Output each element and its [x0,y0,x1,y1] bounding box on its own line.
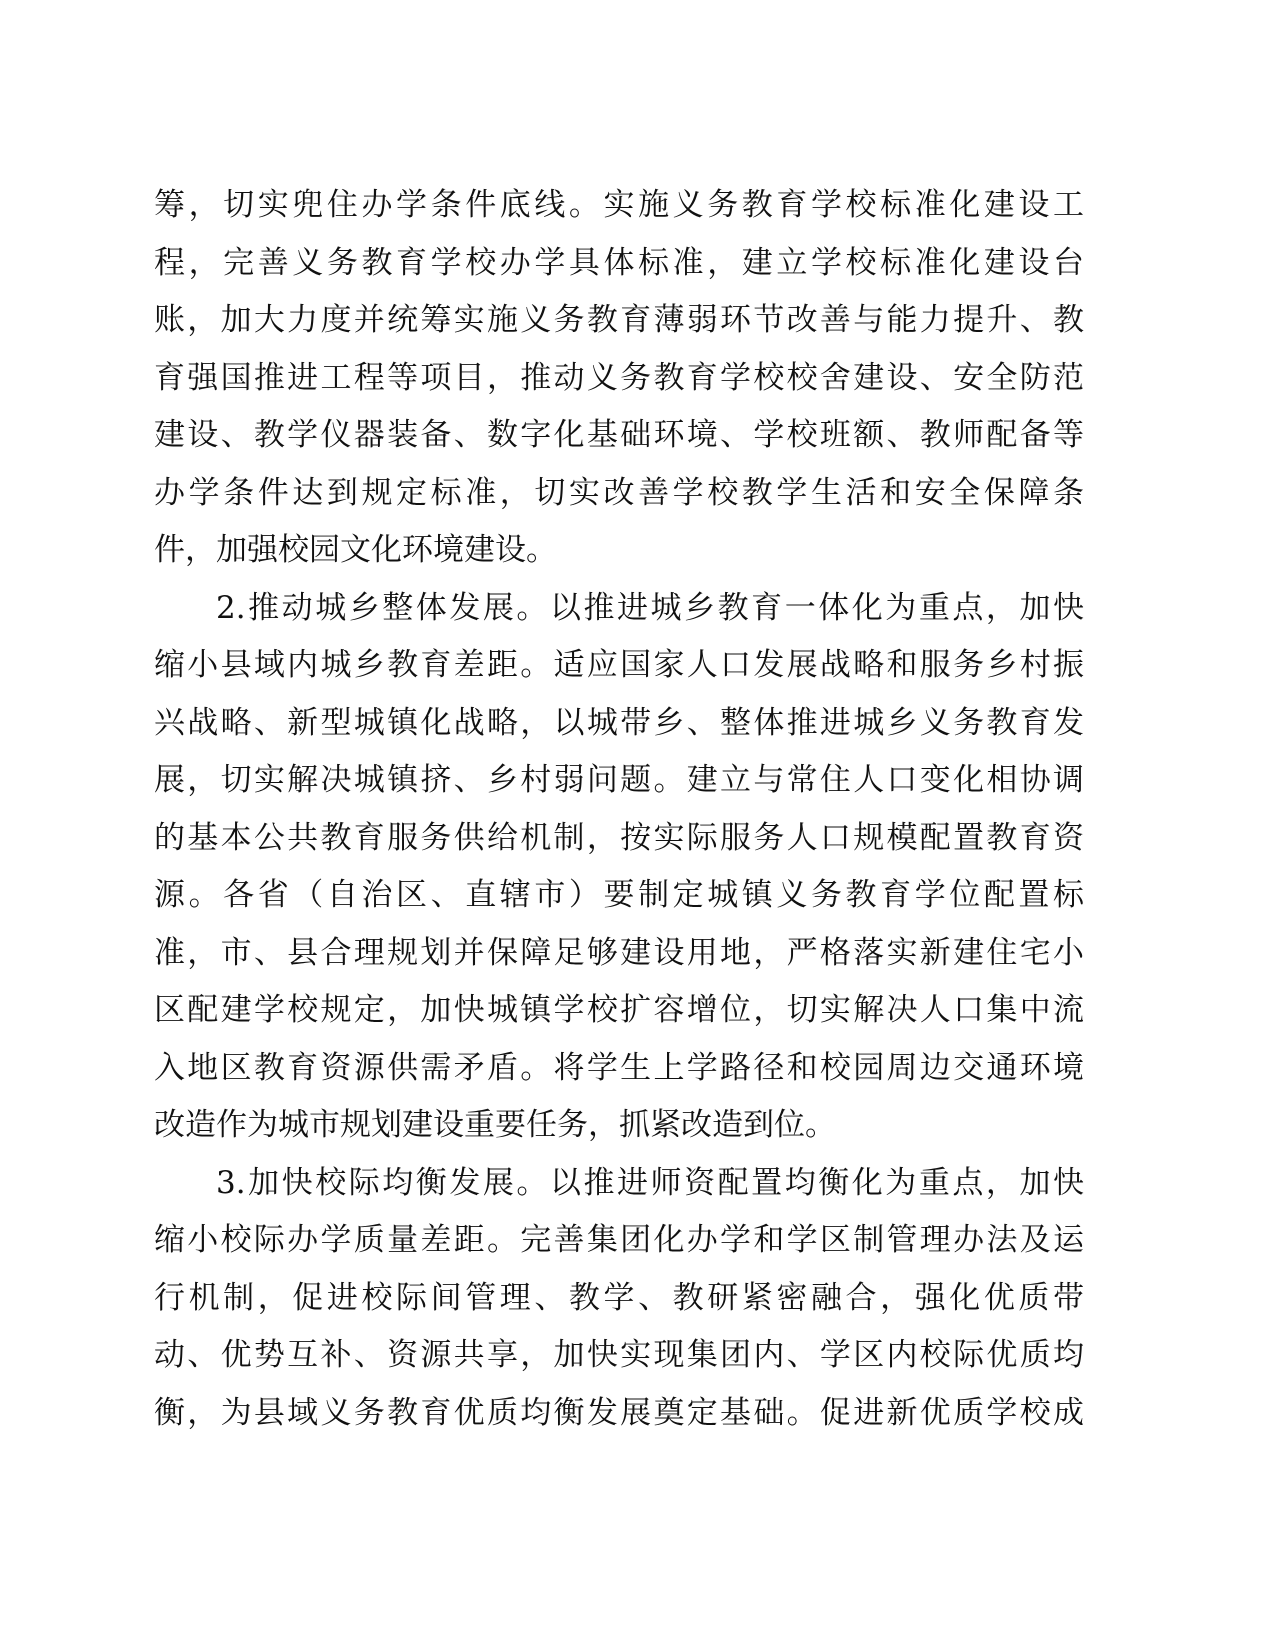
text-line-14: 准，市、县合理规划并保障足够建设用地，严格落实新建住宅小 [154,934,1084,971]
text-line-7: 件，加强校园文化环境建设。 [154,532,557,568]
text-line-16: 入地区教育资源供需矛盾。将学生上学路径和校园周边交通环境 [154,1049,1084,1086]
text-line-1: 筹，切实兜住办学条件底线。实施义务教育学校标准化建设工 [154,187,1084,223]
body-text [154,177,1084,1442]
text-line-11: 展，切实解决城镇挤、乡村弱问题。建立与常住人口变化相协调 [154,762,1084,798]
text-line-5: 建设、教学仪器装备、数字化基础环境、学校班额、教师配备等 [154,417,1084,453]
text-line-9: 缩小县域内城乡教育差距。适应国家人口发展战略和服务乡村振 [154,647,1084,683]
text-line-4: 育强国推进工程等项目，推动义务教育学校校舍建设、安全防范 [154,359,1084,396]
text-line-13: 源。各省（自治区、直辖市）要制定城镇义务教育学位配置标 [154,877,1084,913]
text-line-17: 改造作为城市规划建设重要任务，抓紧改造到位。 [154,1107,836,1143]
text-line-2: 程，完善义务教育学校办学具体标准，建立学校标准化建设台 [154,244,1084,281]
text-line-20: 行机制，促进校际间管理、教学、教研紧密融合，强化优质带 [154,1279,1084,1316]
text-line-3: 账，加大力度并统筹实施义务教育薄弱环节改善与能力提升、教 [154,302,1084,338]
text-line-19: 缩小校际办学质量差距。完善集团化办学和学区制管理办法及运 [154,1222,1084,1258]
text-line-21: 动、优势互补、资源共享，加快实现集团内、学区内校际优质均 [154,1337,1084,1373]
text-line-6: 办学条件达到规定标准，切实改善学校教学生活和安全保障条 [154,474,1084,511]
text-line-15: 区配建学校规定，加快城镇学校扩容增位，切实解决人口集中流 [154,992,1084,1028]
section-heading-3: 3.加快校际均衡发展。以推进师资配置均衡化为重点，加快 [216,1164,1084,1201]
text-line-10: 兴战略、新型城镇化战略，以城带乡、整体推进城乡义务教育发 [154,704,1084,741]
section-heading-2: 2.推动城乡整体发展。以推进城乡教育一体化为重点，加快 [216,589,1084,626]
text-line-12: 的基本公共教育服务供给机制，按实际服务人口规模配置教育资 [154,819,1084,856]
text-line-22: 衡，为县域义务教育优质均衡发展奠定基础。促进新优质学校成 [154,1394,1084,1431]
